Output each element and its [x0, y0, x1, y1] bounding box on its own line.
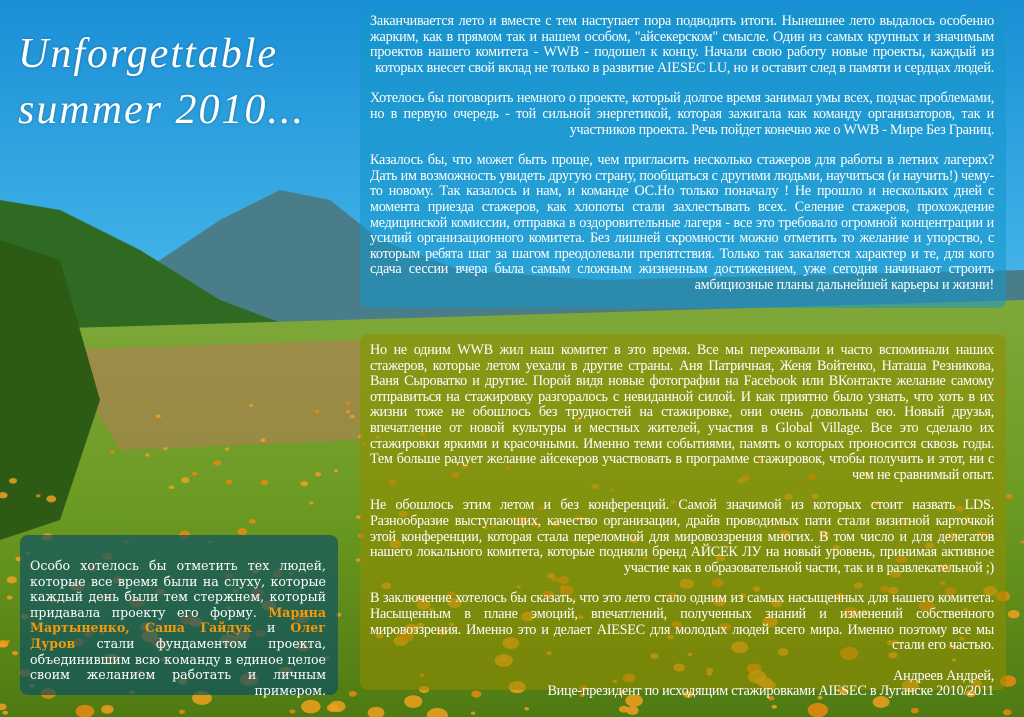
flower-decoration: [155, 414, 160, 418]
flower-decoration: [9, 478, 17, 484]
paragraph: Но не одним WWB жил наш комитет в это время. Все мы переживали и часто вспоминали наших стажеров, которые летом уехали в другие страны. Аня Патричная, Женя Войтенко, Наташа Резникова, Ваня Сыроватко и другие. Порой видя новые фотографии на Facebook или ВКонтакте желание самому отправиться на стажировку разгоралось с невиданной силой. И как приятно было узнать, что хоть в их жизни тоже не обошлось без трудностей на стажировке, они очень довольны ею. Новый друзья, впечатление от новой культуры и местных жителей, участия в Global Village. Все это сделало их стажировки яркими и красочными. Именно теми событиями, память о которых проносится сквозь годы. Тем больше радует желание айсекеров участвовать в программе стажировок, чтобы получить и этот, ни с чем не сравнимый опыт.: [370, 342, 994, 483]
flower-decoration: [471, 712, 475, 715]
acknowledgement-text: [30, 558, 326, 698]
intro-text-panel: [360, 10, 1006, 308]
flower-decoration: [101, 705, 114, 714]
flower-decoration: [249, 519, 256, 524]
flower-decoration: [334, 469, 338, 472]
flower-decoration: [911, 708, 919, 714]
flower-decoration: [346, 410, 350, 413]
text: стали фундаментом проекта, объединившим всю команду в единое целое своим желанием работать и личным примером.: [30, 635, 326, 698]
flower-decoration: [2, 711, 8, 715]
signature: [370, 669, 994, 700]
flower-decoration: [226, 480, 232, 485]
flower-decoration: [771, 705, 777, 709]
flower-decoration: [110, 450, 115, 453]
flower-decoration: [179, 710, 185, 714]
main-text-panel: [360, 334, 1006, 700]
highlighted-names: Марина Мартыненко, Саша Гайдук: [30, 604, 326, 636]
paragraph: Не обошлось этим летом и без конференций. Самой значимой из которых стоит назвать LDS. Разнообразие выступающих, качество организации, драйв проводимых пати стали визитной карточкой этой конференции, которая стала переломной для мировоззрения многих. В том число и для делегатов нашего локального комитета, которые подняли бренд АЙСЕК ЛУ на новый уровень, принимая активное участие как в образовательной части, так и в развлекательной ;): [370, 497, 994, 576]
paragraph: Заканчивается лето и вместе с тем наступает пора подводить итоги. Нынешнее лето выдалось особенно жарким, как в прямом так и нашем особом, "айсекерском" смысле. Один из самых крупных и значимым проектов нашего комитета - WWB - подошел к концу. Начали свою работу новые проекты, каждый из которых внесет свой вклад не только в развитие AIESEC LU, но и оставит след в памяти и сердцах людей.: [370, 13, 994, 76]
flower-decoration: [315, 410, 320, 414]
flower-decoration: [145, 453, 150, 456]
flower-decoration: [163, 447, 167, 450]
flower-decoration: [346, 402, 351, 405]
flower-decoration: [626, 706, 638, 715]
flower-decoration: [7, 576, 17, 583]
page-title: [18, 26, 348, 138]
highlighted-name: Олег Дуров: [30, 620, 326, 651]
flower-decoration: [1008, 610, 1020, 618]
flower-decoration: [808, 703, 828, 717]
flower-decoration: [300, 481, 308, 486]
signature-name: Андреев Андрей,: [893, 667, 994, 684]
flower-decoration: [169, 485, 175, 489]
paragraph: Хотелось бы поговорить немного о проекте, который долгое время занимал умы всех, подчас проблемами, но в первую очередь - той сильной энергетикой, которая зажигала как команду организаторов, так и участников проекта. Речь пойдет конечно же о WWB - Мире Без Границ.: [370, 90, 994, 138]
flower-decoration: [260, 438, 266, 442]
flower-decoration: [289, 709, 295, 713]
flower-decoration: [524, 707, 529, 710]
signature-role: Вице-президент по исходящим стажировками AIESEC в Луганске 2010/2011: [547, 683, 994, 700]
flower-decoration: [36, 494, 41, 497]
paragraph: В заключение хотелось бы сказать, что это лето стало одним из самых насыщенных для нашего комитета. Насыщенным в плане эмоций, впечатлений, полученных знаний и изменений собственного мировоззрения. Именно это и делает AIESEC для молодых людей всего мира. Именно поэтому все мы стали его частью.: [370, 590, 994, 654]
flower-decoration: [1003, 709, 1012, 715]
flower-decoration: [315, 472, 321, 476]
flower-decoration: [181, 477, 189, 483]
flower-decoration: [192, 472, 198, 476]
flower-decoration: [249, 404, 253, 407]
flower-decoration: [261, 480, 269, 485]
flower-decoration: [301, 700, 320, 714]
text: и: [252, 620, 291, 636]
flower-decoration: [214, 460, 222, 465]
flower-decoration: [225, 447, 230, 450]
flower-decoration: [1006, 494, 1013, 499]
title-line-1: Unforgettable: [18, 31, 279, 77]
paragraph: Казалось бы, что может быть проще, чем пригласить несколько стажеров для работы в летних лагерях? Дать им возможность увидеть другую страну, пообщаться с другими людьми, научиться (и научить!) чему-то новому. Так казалось и нам, и команде ОС.Но только поначалу ! Не прошло и нескольких дней с момента приезда стажеров, как хлопоты стали захлестывать всех. Селение стажеров, прохождение медицинской комиссии, отправка в оздоровительные лагеря - все это требовало огромной концентрации и усилий организационного комитета. Без лишней скромности можно отметить то желание и упорство, с которым ребята шаг за шагом преодолевали препятствия. Только так закаляется характер и те, для кого сдача сессии вчера была самым сложным жизненным достижением, уже сегодня начинают строить амбициозные планы дальнейшей карьеры и жизни!: [370, 152, 994, 293]
flower-decoration: [309, 502, 313, 505]
flower-decoration: [12, 651, 18, 655]
flower-decoration: [329, 701, 345, 712]
title-line-2: summer 2010...: [18, 87, 305, 133]
flower-decoration: [46, 495, 56, 502]
flower-decoration: [7, 595, 13, 599]
text: Особо хотелось бы отметить тех людей, которые все время были на слуху, которые каждый день были тем стержнем, который придавала проекту его форму.: [30, 558, 326, 620]
flower-decoration: [350, 415, 355, 419]
flower-decoration: [349, 691, 357, 697]
acknowledgement-panel: [20, 535, 338, 698]
